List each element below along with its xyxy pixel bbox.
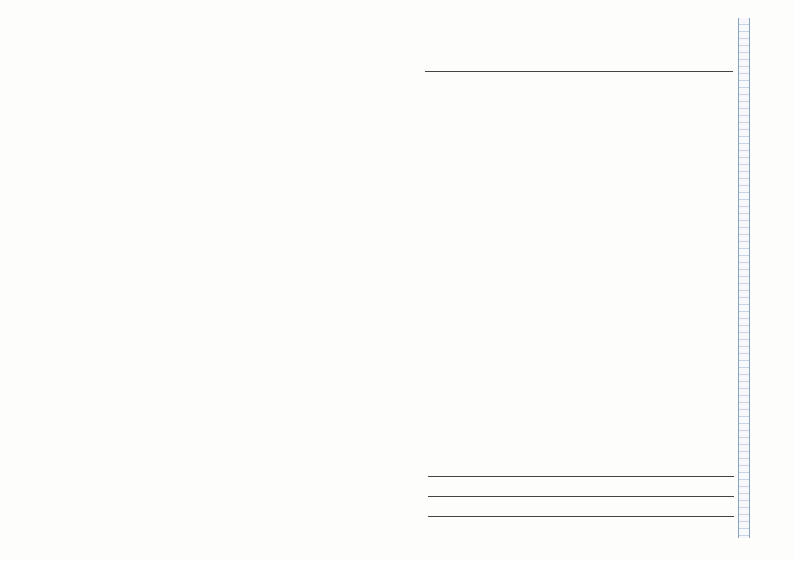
writing-line-1[interactable] <box>428 476 734 477</box>
writing-line-2[interactable] <box>428 496 734 497</box>
binding-spine <box>738 18 750 538</box>
writing-line-3[interactable] <box>428 516 734 517</box>
answer-line[interactable] <box>425 71 733 72</box>
